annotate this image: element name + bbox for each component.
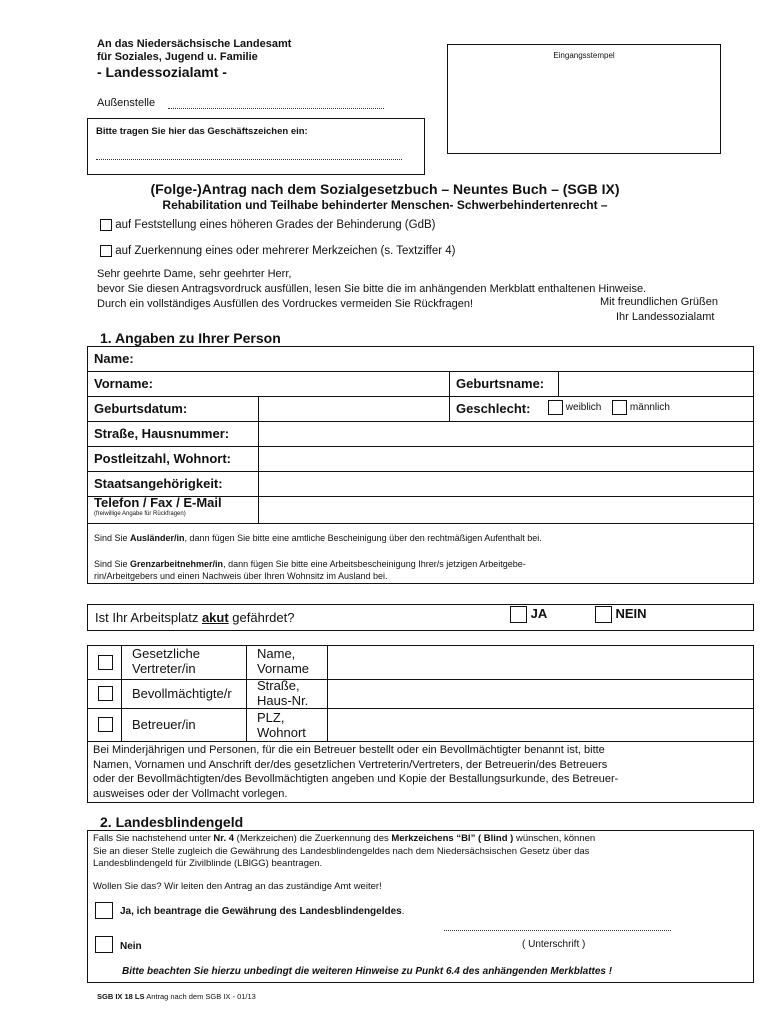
vertreter-col2-b: Haus-Nr. (257, 693, 309, 708)
arbeitsplatz-ja-checkbox[interactable] (510, 606, 527, 623)
p1-l3: Landesblindengeld für Zivilblinde (LBlGG) beantragen. (93, 858, 323, 869)
merkzeichen-checkbox[interactable] (100, 245, 112, 257)
staat-label: Staatsangehörigkeit: (94, 476, 223, 491)
authority-line-3: - Landessozialamt - (97, 64, 227, 80)
arbeitsplatz-nein-label: NEIN (615, 606, 647, 621)
name-field[interactable] (150, 348, 750, 370)
arbeitsplatz-question (95, 610, 294, 625)
maennlich-label: männlich (629, 402, 670, 414)
p1-mz: Merkzeichens “Bl” ( Blind ) (391, 833, 514, 844)
vertreter-name-field[interactable] (330, 647, 752, 678)
auslaender-note (94, 533, 542, 543)
vertreter-name-label (257, 646, 309, 676)
p1-l2: Sie an dieser Stelle zugleich die Gewährung des Landesblindengeldes nach dem Niedersächsischen Gesetz über das (93, 845, 590, 857)
arbeitsplatz-answers (510, 606, 647, 623)
section-1-heading: 1. Angaben zu Ihrer Person (100, 330, 281, 346)
grenz-line-2: rin/Arbeitgebers und einen Nachweis über Ihren Wohnsitz im Ausland bei. (94, 571, 388, 581)
vertreter-note-l1: Bei Minderjährigen und Personen, für die ein Betreuer bestellt oder ein Bevollmächtigter benannt ist, bitte (93, 744, 605, 756)
name-label: Name: (94, 351, 134, 366)
footer-code: SGB IX 18 LS (97, 992, 145, 1001)
authority-address (97, 38, 291, 80)
vertreter-strasse-field[interactable] (330, 681, 752, 707)
option-merkzeichen (100, 245, 455, 257)
merkzeichen-label: auf Zuerkennung eines oder mehrerer Merkzeichen (s. Textziffer 4) (115, 245, 456, 258)
intro-greeting: Mit freundlichen Grüßen (600, 296, 718, 308)
reference-box (87, 118, 425, 175)
staat-field[interactable] (260, 473, 752, 495)
gesetzlicher-vertreter-checkbox[interactable] (98, 655, 113, 670)
vertreter-note-l4: ausweises oder der Vollmacht vorlegen. (93, 787, 288, 800)
authority-line-2: für Soziales, Jugend u. Familie (97, 51, 258, 63)
bevollmaechtigter-checkbox[interactable] (98, 686, 113, 701)
blindengeld-question: Wollen Sie das? Wir leiten den Antrag an das zuständige Amt weiter! (93, 881, 382, 892)
intro-signature: Ihr Landessozialamt (616, 311, 715, 323)
section-2-heading: 2. Landesblindengeld (100, 814, 244, 830)
signature-label: ( Unterschrift ) (522, 939, 586, 950)
intro-salutation: Sehr geehrte Dame, sehr geehrter Herr, (97, 268, 292, 280)
gdb-label: auf Feststellung eines höheren Grades der Behinderung (GdB) (115, 219, 436, 232)
plz-label: Postleitzahl, Wohnort: (94, 451, 231, 466)
blindengeld-nein-checkbox[interactable] (95, 936, 113, 953)
gesetzlicher-vertreter-label (132, 646, 200, 676)
maennlich-checkbox[interactable] (612, 400, 627, 415)
footer (97, 992, 256, 1001)
strasse-field[interactable] (260, 423, 752, 445)
arbeitsplatz-ja-label: JA (530, 606, 548, 621)
signature-field[interactable] (444, 930, 671, 931)
blindengeld-ja-row (120, 906, 405, 917)
bevollmaechtigter-label: Bevollmächtigte/r (132, 686, 232, 701)
grenz-note (94, 558, 526, 582)
betreuer-label: Betreuer/in (132, 717, 196, 732)
arbeitsplatz-q-akut: akut (201, 610, 229, 625)
footer-text: Antrag nach dem SGB IX - 01/13 (144, 992, 256, 1001)
arbeitsplatz-nein-checkbox[interactable] (595, 606, 612, 623)
form-title: (Folge-)Antrag nach dem Sozialgesetzbuch – Neuntes Buch – (SGB IX) (150, 181, 620, 197)
option-gdb (100, 219, 435, 231)
auslaender-pre: Sind Sie (94, 533, 131, 543)
arbeitsplatz-q-pre: Ist Ihr Arbeitsplatz (95, 610, 202, 625)
vertreter-col3-b: Wohnort (257, 725, 306, 740)
form-subtitle: Rehabilitation und Teilhabe behinderter Menschen- Schwerbehindertenrecht – (162, 198, 608, 212)
blindengeld-nein-label: Nein (120, 941, 142, 952)
vertreter-wohnort-label (257, 710, 306, 740)
geburtsdatum-label: Geburtsdatum: (94, 401, 188, 416)
vertreter-row1-b: Vertreter/in (132, 661, 196, 676)
vorname-label: Vorname: (94, 376, 153, 391)
gdb-checkbox[interactable] (100, 219, 112, 231)
geschlecht-label: Geschlecht: (456, 401, 531, 416)
p1-c: wünschen, können (513, 833, 596, 844)
vertreter-col3-a: PLZ, (257, 710, 285, 725)
telefon-note: (freiwillige Angabe für Rückfragen) (94, 511, 186, 517)
strasse-label: Straße, Hausnummer: (94, 426, 230, 441)
vertreter-note (93, 743, 748, 801)
telefon-field[interactable] (260, 498, 752, 522)
geburtsname-label: Geburtsname: (456, 376, 545, 391)
grenz-pre: Sind Sie (94, 559, 131, 569)
vorname-field[interactable] (260, 373, 446, 395)
p1-a: Falls Sie nachstehend unter (93, 833, 214, 844)
plz-field[interactable] (260, 448, 752, 470)
blindengeld-intro (93, 833, 748, 871)
vertreter-strasse-label (257, 678, 308, 708)
betreuer-checkbox[interactable] (98, 717, 113, 732)
weiblich-checkbox[interactable] (548, 400, 563, 415)
intro-line-2: Durch ein vollständiges Ausfüllen des Vordruckes vermeiden Sie Rückfragen! (97, 298, 474, 310)
vertreter-col2-a: Straße, (257, 678, 300, 693)
receipt-stamp-box (447, 44, 721, 154)
geburtsname-field[interactable] (560, 373, 752, 395)
telefon-label: Telefon / Fax / E-Mail (94, 495, 222, 510)
stamp-label: Eingangsstempel (553, 51, 615, 60)
blindengeld-hinweis: Bitte beachten Sie hierzu unbedingt die weiteren Hinweise zu Punkt 6.4 des anhängenden Merkblattes ! (122, 966, 613, 977)
intro-line-1: bevor Sie diesen Antragsvordruck ausfüllen, lesen Sie bitte die im anhängenden Merkblatt enthaltenen Hinweise. (97, 283, 647, 295)
vertreter-wohnort-field[interactable] (330, 710, 752, 740)
blindengeld-ja-checkbox[interactable] (95, 902, 113, 919)
grenz-post: , dann fügen Sie bitte eine Arbeitsbescheinigung Ihrer/s jetzigen Arbeitgebe- (223, 559, 526, 569)
p1-nr4: Nr. 4 (213, 833, 235, 844)
vertreter-col1-a: Name, (257, 646, 296, 661)
vertreter-col1-b: Vorname (257, 661, 310, 676)
auslaender-post: , dann fügen Sie bitte eine amtliche Bescheinigung über den rechtmäßigen Aufenthalt bei. (184, 533, 542, 543)
authority-line-1: An das Niedersächsische Landesamt (97, 38, 292, 50)
arbeitsplatz-q-post: gefährdet? (228, 610, 295, 625)
auslaender-bold: Ausländer/in (130, 533, 185, 543)
gender-options (548, 400, 670, 415)
vertreter-note-l3: oder der Bevollmächtigten/des Bevollmächtigten angeben und Kopie der Bestallungsurkunde, des Betreuer- (93, 773, 619, 785)
p1-b: (Merkzeichen) die Zuerkennung des (234, 833, 392, 844)
vertreter-note-l2: Namen, Vornamen und Anschrift der/des gesetzlichen Vertreterin/Vertreters, der Betreuerin/des Betreuers (93, 758, 608, 771)
weiblich-label: weiblich (565, 402, 602, 414)
blindengeld-ja-label: Ja, ich beantrage die Gewährung des Landesblindengeldes (120, 906, 402, 917)
vertreter-row1-a: Gesetzliche (132, 646, 200, 661)
branch-row (97, 97, 155, 109)
reference-field[interactable] (96, 159, 402, 160)
geburtsdatum-field[interactable] (260, 398, 446, 420)
reference-prompt: Bitte tragen Sie hier das Geschäftszeichen ein: (96, 126, 308, 137)
grenz-bold: Grenzarbeitnehmer/in (130, 559, 224, 569)
branch-label: Außenstelle (97, 97, 156, 109)
blindengeld-ja-dot: . (401, 906, 405, 917)
branch-field[interactable] (168, 108, 384, 109)
